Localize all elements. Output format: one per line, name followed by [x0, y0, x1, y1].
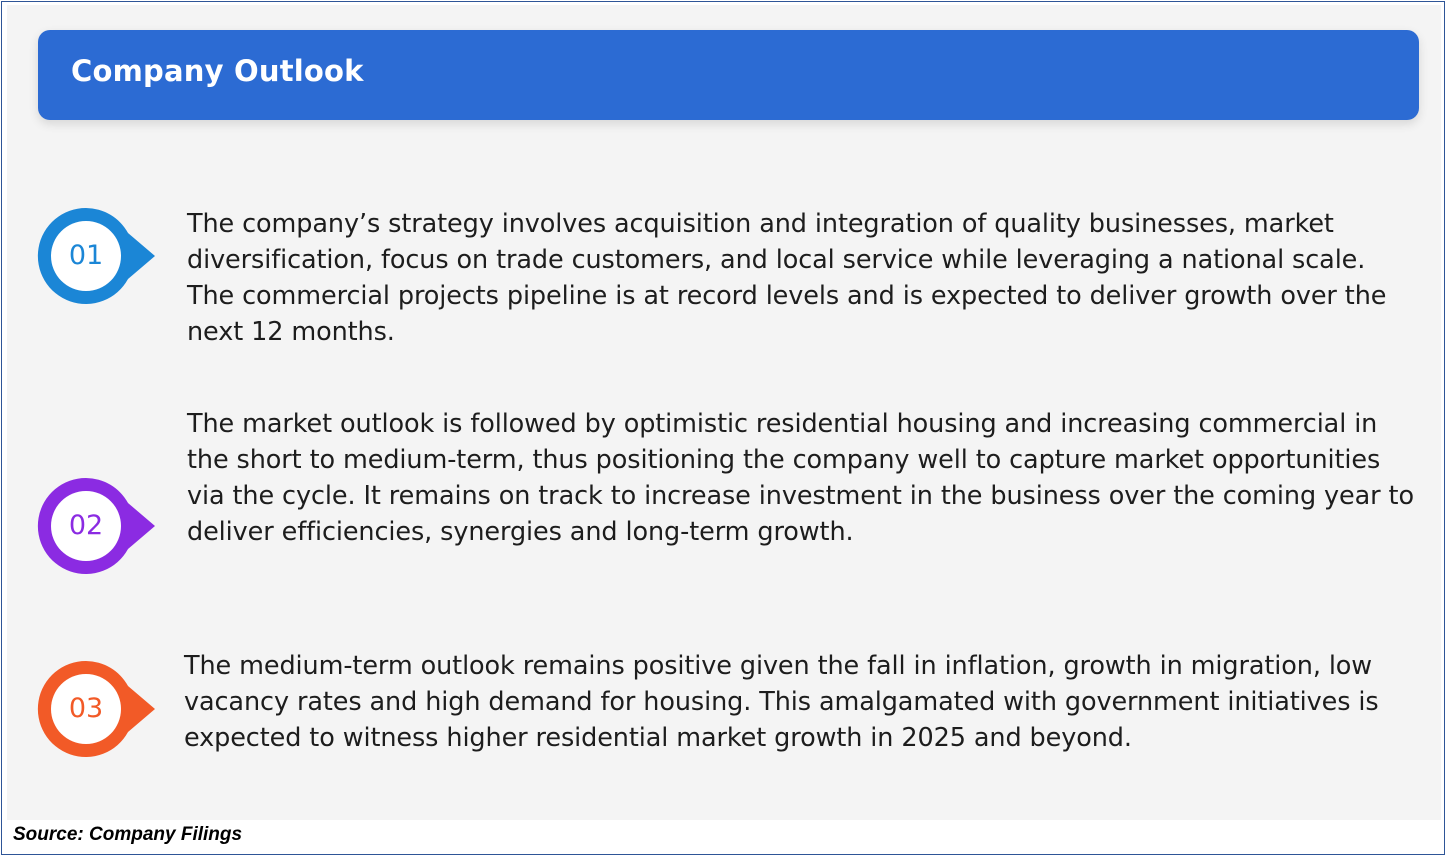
badge-number-1: 01	[68, 240, 104, 271]
badge-number-3: 03	[68, 693, 104, 724]
number-badge-2	[37, 477, 159, 575]
number-badge-3	[37, 660, 159, 758]
number-badge-1	[37, 207, 159, 305]
source-caption: Source: Company Filings	[13, 824, 243, 845]
badge-number-2: 02	[68, 510, 104, 541]
header-banner	[38, 30, 1419, 120]
item-text-1: The company’s strategy involves acquisition and integration of quality businesses, market diversification, focus on trade customers, and local service while leveraging a national scale. The commercial projects pipeline is at record levels and is expected to deliver growth over the next 12 months.	[187, 209, 1387, 347]
outlook-frame	[1, 1, 1445, 855]
page-title: Company Outlook	[71, 54, 364, 88]
item-text-2: The market outlook is followed by optimistic residential housing and increasing commercial in the short to medium-term, thus positioning the company well to capture market opportunities via the cycle. It remains on track to increase investment in the business over the coming year to deliver efficiencies, synergies and long-term growth.	[187, 409, 1414, 547]
outlook-panel	[7, 5, 1441, 820]
item-text-3: The medium-term outlook remains positive given the fall in inflation, growth in migration, low vacancy rates and high demand for housing. This amalgamated with government initiatives is expected to witness higher residential market growth in 2025 and beyond.	[184, 651, 1379, 753]
